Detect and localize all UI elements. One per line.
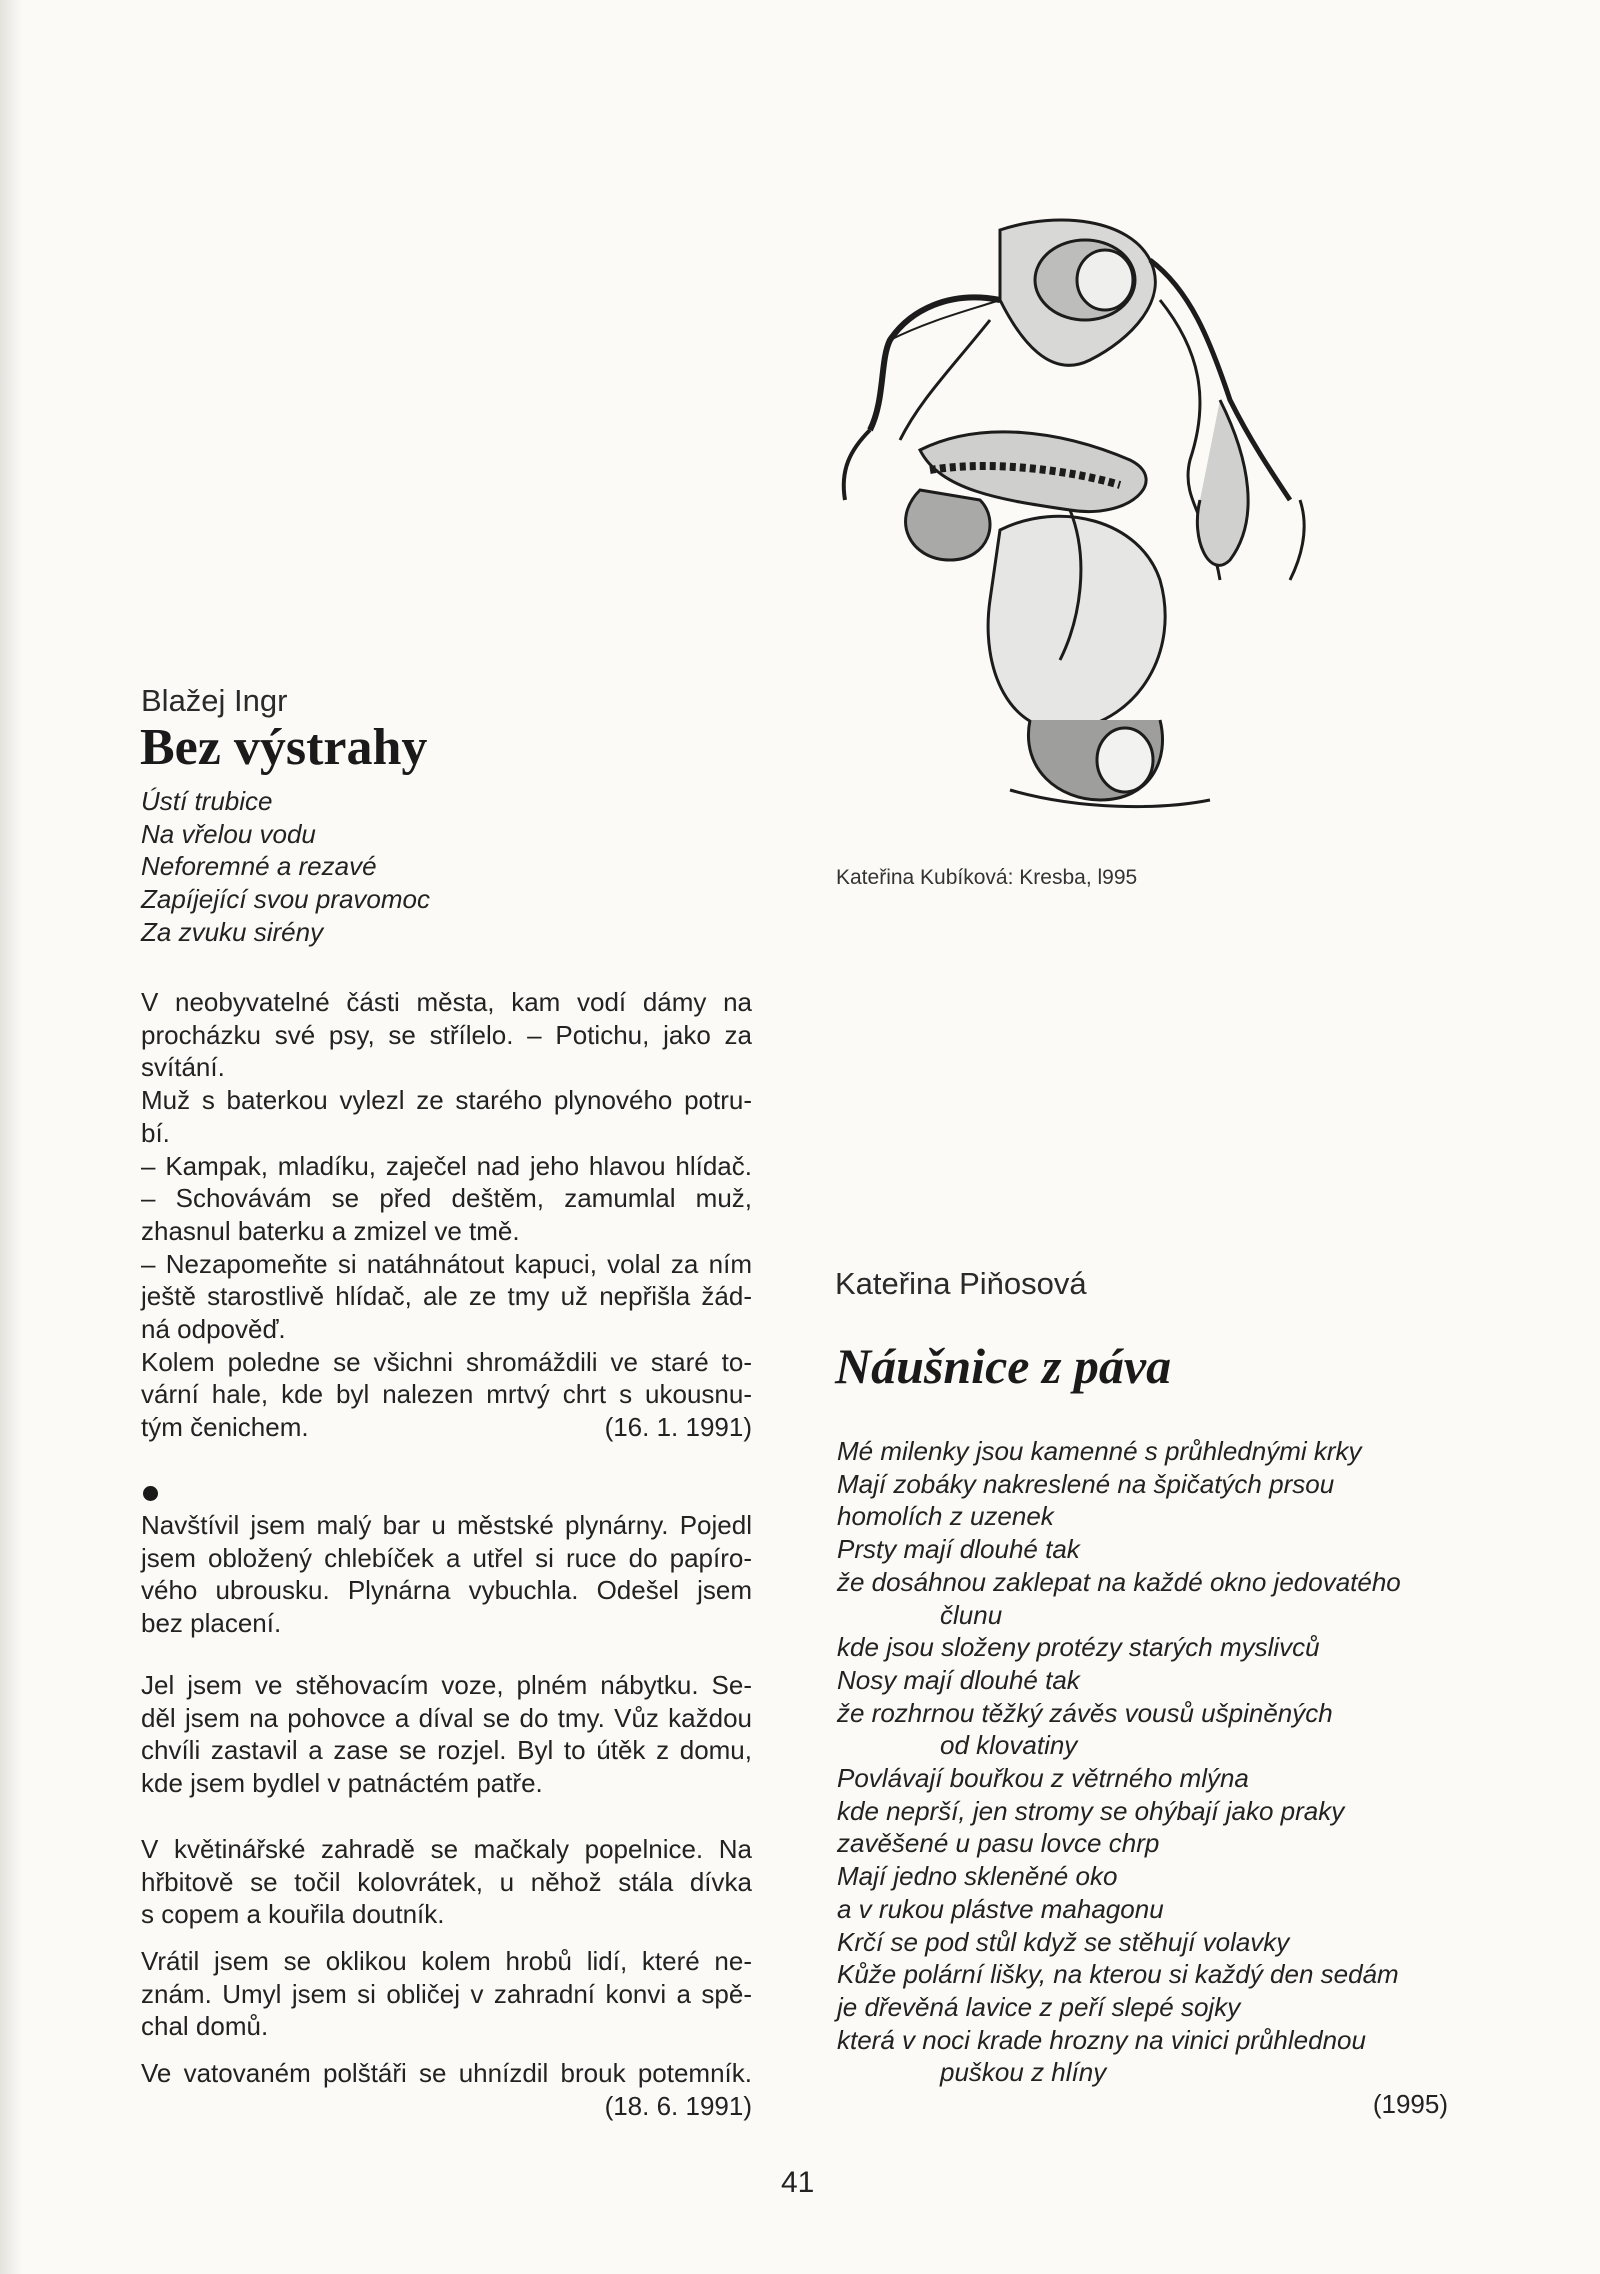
prose-line: V neobyvatelné části města, kam vodí dámy na xyxy=(141,987,752,1017)
prose-line: chvíli zastavil a zase se rozjel. Byl to útěk z domu, xyxy=(141,1735,752,1766)
prose-section-4 xyxy=(141,1833,752,1931)
prose-section-3 xyxy=(141,1669,752,1800)
poem-line: Nosy mají dlouhé tak xyxy=(837,1664,1080,1695)
prose-line: jsem obložený chlebíček a utřel si ruce do papíro- xyxy=(141,1542,752,1573)
right-poem xyxy=(837,1435,1457,2089)
poem-line: že rozhrnou těžký závěs vousů ušpiněných xyxy=(837,1697,1333,1728)
prose-section-5 xyxy=(141,1945,752,2043)
prose-section-1 xyxy=(141,986,752,1444)
prose-line: – Nezapomeňte si natáhnátout kapuci, volal za ním xyxy=(141,1248,752,1279)
left-author: Blažej Ingr xyxy=(141,683,288,718)
poem-line: Povlávají bouřkou z větrného mlýna xyxy=(837,1763,1249,1794)
prose-line: znám. Umyl jsem si obličej v zahradní konvi a spě- xyxy=(141,1978,752,2009)
prose-line: chal domů. xyxy=(141,2011,269,2042)
poem-line: od klovatiny xyxy=(940,1730,1078,1761)
poem-line: kde jsou složeny protézy starých myslivců xyxy=(837,1632,1320,1663)
poem-line: homolích z uzenek xyxy=(837,1501,1054,1532)
prose-line: bez placení. xyxy=(141,1608,282,1639)
prose-line: Navštívil jsem malý bar u městské plynárny. Pojedl xyxy=(141,1510,752,1540)
prose-line: – Kampak, mladíku, zaječel nad jeho hlavou hlídač. xyxy=(141,1150,752,1181)
prose-line: Kolem poledne se všichni shromáždili ve staré to- xyxy=(141,1346,752,1377)
prose-line: Ve vatovaném polštáři se uhnízdil brouk potemník. xyxy=(141,2058,752,2088)
illustration-caption: Kateřina Kubíková: Kresba, l995 xyxy=(836,866,1138,889)
section-date: (18. 6. 1991) xyxy=(604,2090,752,2121)
poem-line: Neforemné a rezavé xyxy=(141,851,377,882)
poem-line: Mají jedno skleněné oko xyxy=(837,1861,1118,1892)
prose-line: kde jsem bydlel v patnáctém patře. xyxy=(141,1768,543,1799)
poem-line: která v noci krade hrozny na vinici průhlednou xyxy=(837,2024,1366,2055)
poem-line: Ústí trubice xyxy=(141,786,273,816)
poem-line: zavěšené u pasu lovce chrp xyxy=(837,1828,1160,1859)
prose-line: vární hale, kde byl nalezen mrtvý chrt s ukousnu- xyxy=(141,1379,752,1410)
poem-line: Mají zobáky nakreslené na špičatých prsou xyxy=(837,1468,1335,1499)
poem-line: kde neprší, jen stromy se ohýbají jako praky xyxy=(837,1795,1345,1826)
poem-line: že dosáhnou zaklepat na každé okno jedovatého xyxy=(837,1566,1401,1597)
poem-line: Kůže polární lišky, na kterou si každý den sedám xyxy=(837,1959,1399,1990)
ink-drawing-illustration xyxy=(830,200,1440,860)
poem-line: Krčí se pod stůl když se stěhují volavky xyxy=(837,1926,1290,1957)
prose-section-6 xyxy=(141,2057,752,2122)
prose-line: vého ubrousku. Plynárna vybuchla. Odešel jsem xyxy=(141,1575,752,1606)
left-title: Bez výstrahy xyxy=(140,719,428,776)
left-poem xyxy=(141,785,761,949)
poem-line: Zapíjející svou pravomoc xyxy=(141,884,431,915)
poem-line: puškou z hlíny xyxy=(940,2057,1107,2088)
prose-line: procházku své psy, se střílelo. – Potichu, jako za xyxy=(141,1019,752,1050)
page-gutter-shadow xyxy=(0,0,22,2274)
prose-line: Muž s baterkou vylezl ze starého plynového potru- xyxy=(141,1085,752,1116)
prose-line: Jel jsem ve stěhovacím voze, plném nábytku. Se- xyxy=(141,1670,752,1700)
poem-line: člunu xyxy=(940,1599,1003,1630)
section-date: (16. 1. 1991) xyxy=(604,1412,752,1443)
prose-line: zhasnul baterku a zmizel ve tmě. xyxy=(141,1215,520,1246)
section-bullet xyxy=(143,1486,158,1501)
prose-line: s copem a kouřila doutník. xyxy=(141,1899,445,1930)
poem-line: Na vřelou vodu xyxy=(141,818,316,849)
poem-line: Mé milenky jsou kamenné s průhlednými krky xyxy=(837,1436,1362,1466)
prose-line: V květinářské zahradě se mačkaly popelnice. Na xyxy=(141,1834,752,1864)
poem-line: Prsty mají dlouhé tak xyxy=(837,1534,1080,1565)
right-author: Kateřina Piňosová xyxy=(835,1266,1087,1301)
prose-line: děl jsem na pohovce a díval se do tmy. Vůz každou xyxy=(141,1702,752,1733)
prose-line: hřbitově se točil kolovrátek, u něhož stála dívka xyxy=(141,1866,752,1897)
page-number: 41 xyxy=(781,2166,815,2199)
prose-section-2 xyxy=(141,1509,752,1640)
right-title: Náušnice z páva xyxy=(835,1338,1172,1394)
prose-line: tým čenichem. (16. 1. 1991) xyxy=(141,1412,752,1443)
prose-line: svítání. xyxy=(141,1052,225,1083)
poem-date: (1995) xyxy=(1372,2089,1448,2119)
prose-line: ná odpověď. xyxy=(141,1314,286,1345)
poem-line: a v rukou plástve mahagonu xyxy=(837,1893,1164,1924)
prose-line: ještě starostlivě hlídač, ale ze tmy už nepřišla žád- xyxy=(141,1281,752,1312)
prose-line: Vrátil jsem se oklikou kolem hrobů lidí, které ne- xyxy=(141,1946,752,1976)
prose-line: bí. xyxy=(141,1117,170,1148)
prose-line: – Schovávám se před deštěm, zamumlal muž, xyxy=(141,1183,752,1214)
poem-line: je dřevěná lavice z peří slepé sojky xyxy=(837,1991,1241,2022)
poem-line: Za zvuku sirény xyxy=(141,916,324,947)
